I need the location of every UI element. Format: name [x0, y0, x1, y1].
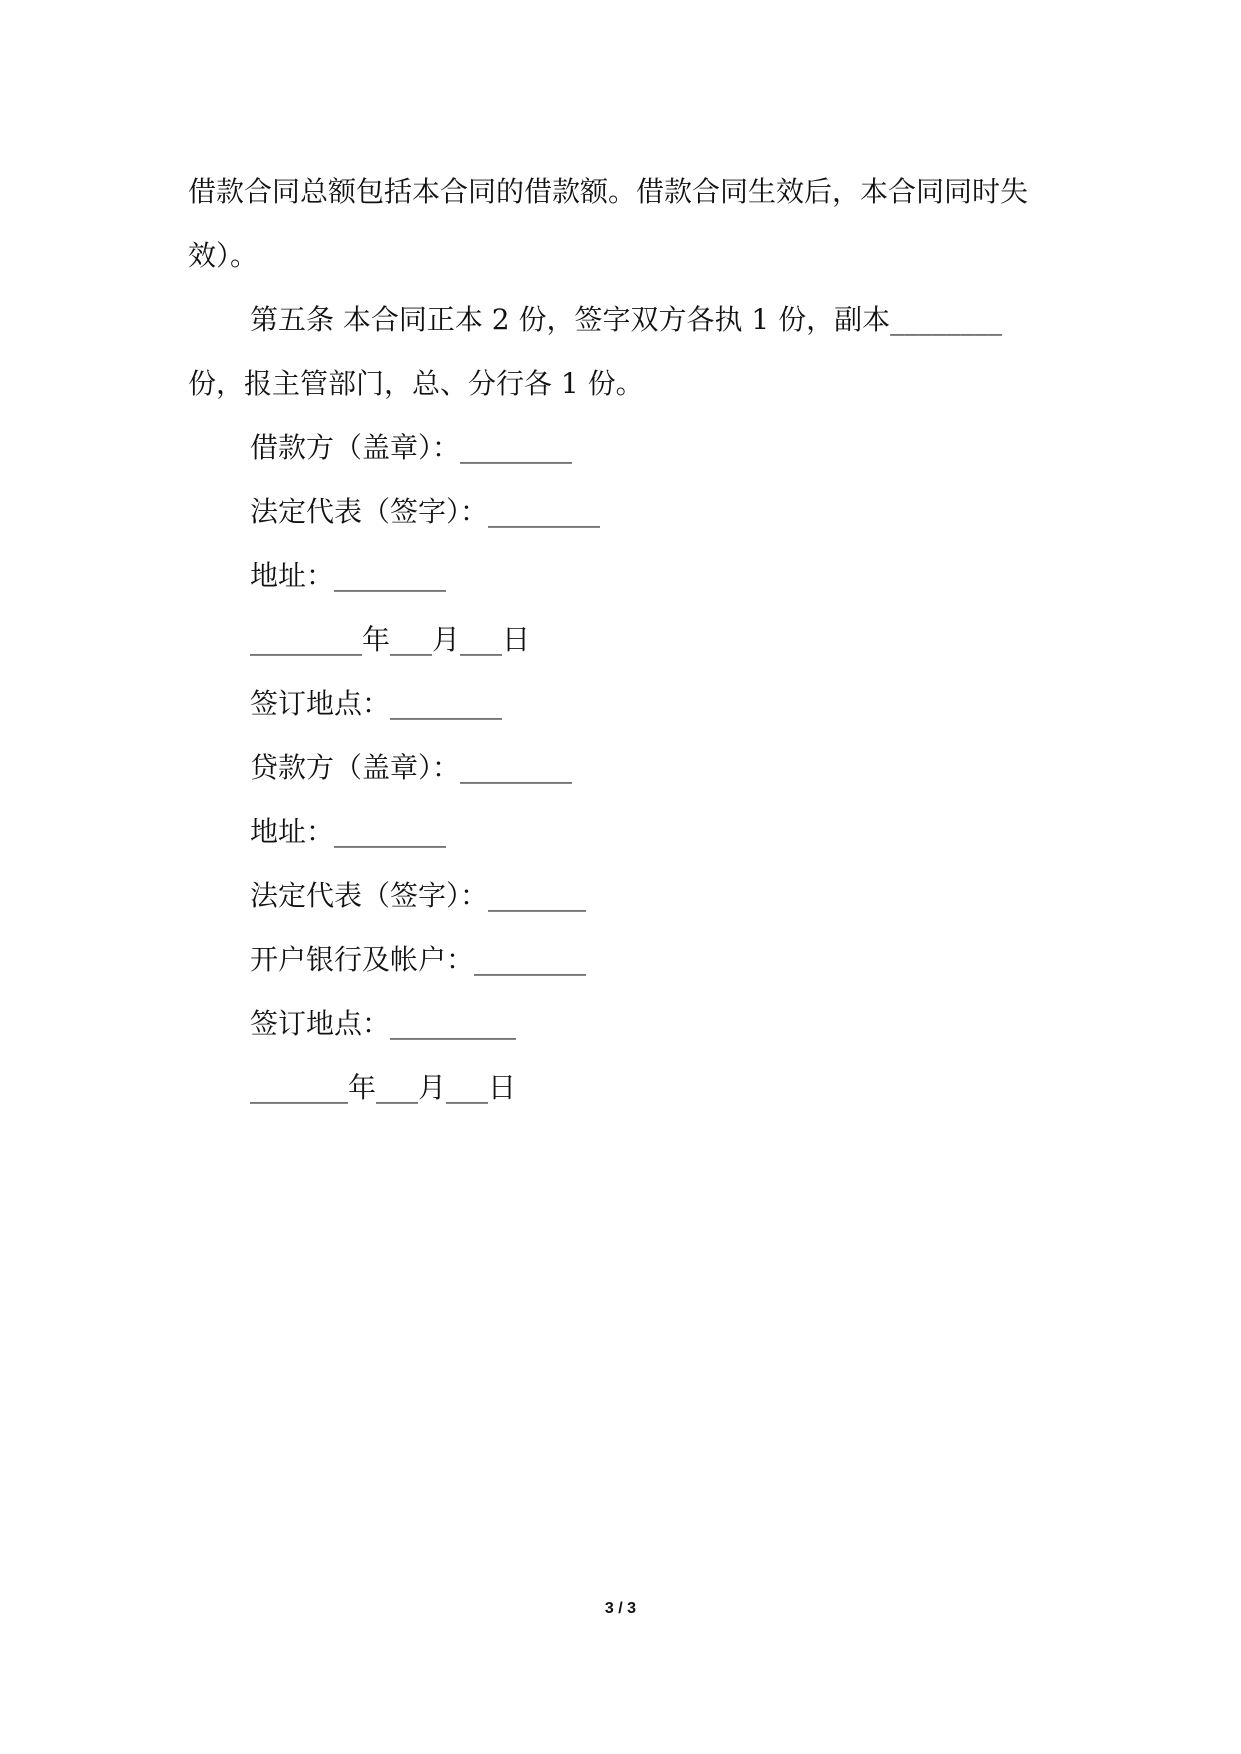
lender-bank-account-line: 开户银行及帐户：________ [250, 943, 587, 976]
borrower-signing-place-line: 签订地点：________ [250, 687, 503, 720]
borrower-legal-rep-line: 法定代表（签字）：________ [250, 495, 601, 528]
lender-signing-place-line: 签订地点：_________ [250, 1007, 517, 1040]
lender-legal-rep-line: 法定代表（签字）：_______ [250, 879, 587, 912]
document-body [188, 160, 1054, 1120]
page-number: 3 / 3 [604, 1600, 637, 1617]
paragraph-continuation: 借款合同总额包括本合同的借款额。借款合同生效后，本合同同时失效）。 [188, 175, 1029, 272]
lender-date-line: _______年___月___日 [250, 1071, 517, 1104]
lender-address-line: 地址：________ [250, 815, 447, 848]
borrower-date-line: ________年___月___日 [250, 623, 531, 656]
lender-seal-line: 贷款方（盖章）：________ [250, 751, 573, 784]
borrower-address-line: 地址：________ [250, 559, 447, 592]
borrower-seal-line: 借款方（盖章）：________ [250, 431, 573, 464]
paragraph-article-five: 第五条 本合同正本 2 份，签字双方各执 1 份，副本________份，报主管部门，总、分行各 1 份。 [188, 303, 1003, 400]
